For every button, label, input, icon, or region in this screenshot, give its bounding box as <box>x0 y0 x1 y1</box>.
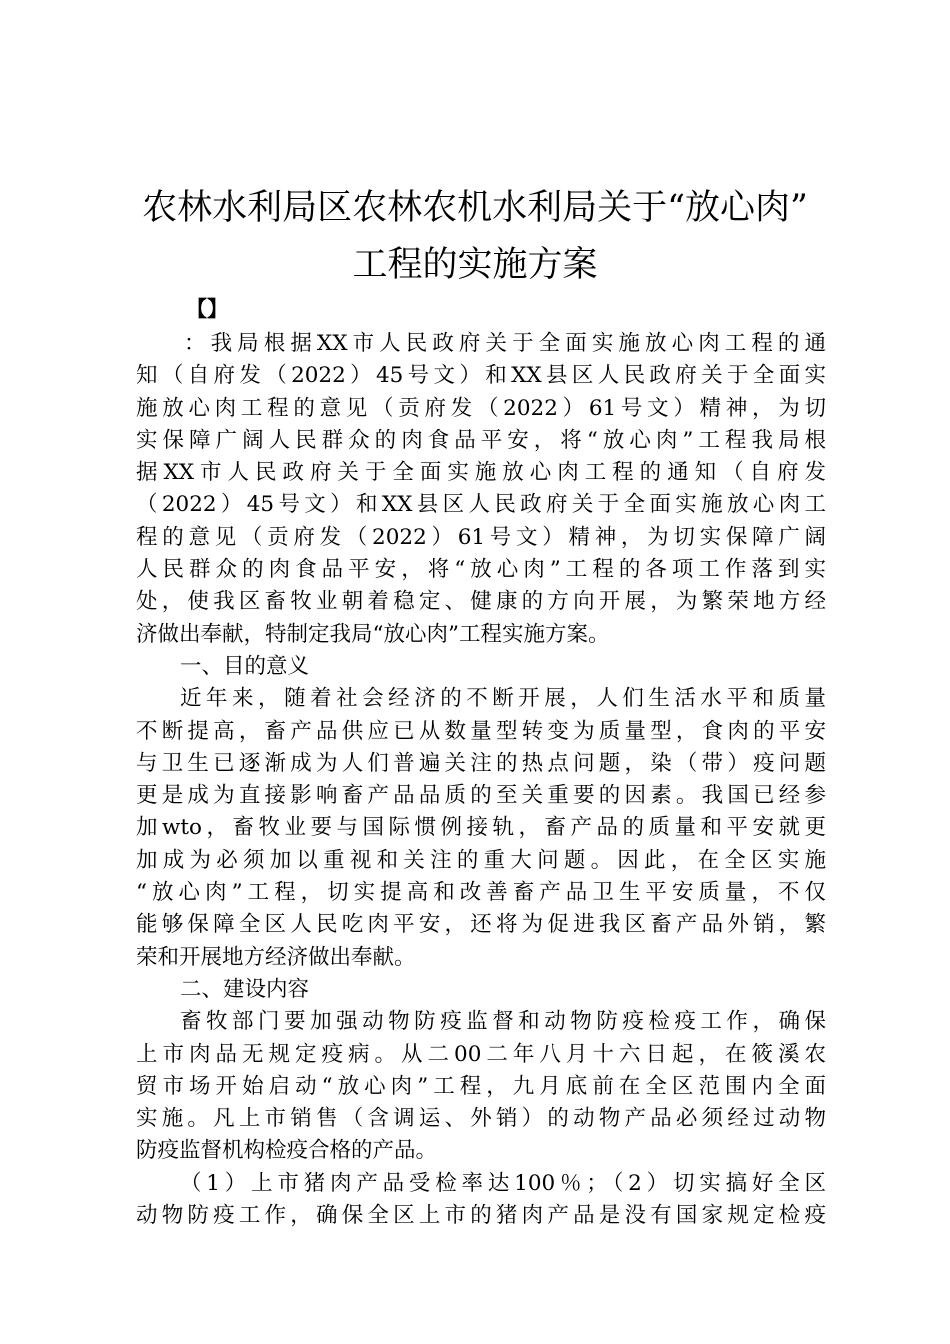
document-title-line-2: 工程的实施方案 <box>352 245 598 285</box>
body-line: 知（自府发（2022）45号文）和XX县区人民政府关于全面实 <box>136 363 826 389</box>
document-title-line-1: 农林水利局区农林农机水利局关于“放心肉” <box>142 188 808 228</box>
body-line: 贸市场开始启动“放心肉”工程，九月底前在全区范围内全面 <box>136 1073 826 1099</box>
body-line: 动物防疫工作，确保全区上市的猪肉产品是没有国家规定检疫 <box>136 1203 826 1229</box>
body-line: 畜牧部门要加强动物防疫监督和动物防疫检疫工作，确保 <box>180 1009 826 1035</box>
body-line: （2022）45号文）和XX县区人民政府关于全面实施放心肉工 <box>136 492 826 518</box>
body-line: 施放心肉工程的意见（贡府发（2022）61号文）精神，为切 <box>136 395 826 421</box>
body-line: “放心肉”工程，切实提高和改善畜产品卫生平安质量，不仅 <box>136 880 826 906</box>
body-line: 加wto，畜牧业要与国际惯例接轨，畜产品的质量和平安就更 <box>136 815 826 841</box>
body-line: 实施。凡上市销售（含调运、外销）的动物产品必须经过动物 <box>136 1106 826 1132</box>
body-line: 济做出奉献，特制定我局“放心肉”工程实施方案。 <box>136 621 610 647</box>
body-line: 加成为必须加以重视和关注的重大问题。因此，在全区实施 <box>136 847 826 873</box>
body-line: 不断提高，畜产品供应已从数量型转变为质量型，食肉的平安 <box>136 718 826 744</box>
body-line: 能够保障全区人民吃肉平安，还将为促进我区畜产品外销，繁 <box>136 912 826 938</box>
body-line: 近年来，随着社会经济的不断开展，人们生活水平和质量 <box>180 686 826 712</box>
body-line: 据XX市人民政府关于全面实施放心肉工程的通知（自府发 <box>136 460 826 486</box>
body-line: （1）上市猪肉产品受检率达100％；（2）切实搞好全区 <box>180 1170 826 1196</box>
section-heading-content: 二、建设内容 <box>180 976 310 1002</box>
body-line: 处，使我区畜牧业朝着稳定、健康的方向开展，为繁荣地方经 <box>136 589 826 615</box>
section-heading-purpose: 一、目的意义 <box>180 653 310 679</box>
body-line: 实保障广阔人民群众的肉食品平安，将“放心肉”工程我局根 <box>136 427 826 453</box>
body-line: 与卫生已逐渐成为人们普遍关注的热点问题，染（带）疫问题 <box>136 750 826 776</box>
body-line: 程的意见（贡府发（2022）61号文）精神，为切实保障广阔 <box>136 524 826 550</box>
document-body <box>136 328 826 1232</box>
body-line: ：我局根据XX市人民政府关于全面实施放心肉工程的通 <box>184 331 826 356</box>
body-line: 人民群众的肉食品平安，将“放心肉”工程的各项工作落到实 <box>136 557 826 583</box>
source-bracket: 【】 <box>186 297 228 321</box>
body-line: 防疫监督机构检疫合格的产品。 <box>136 1138 438 1164</box>
body-line: 上市肉品无规定疫病。从二00二年八月十六日起，在筱溪农 <box>136 1041 826 1067</box>
body-line: 荣和开展地方经济做出奉献。 <box>136 944 416 970</box>
body-line: 更是成为直接影响畜产品品质的至关重要的因素。我国已经参 <box>136 783 826 809</box>
